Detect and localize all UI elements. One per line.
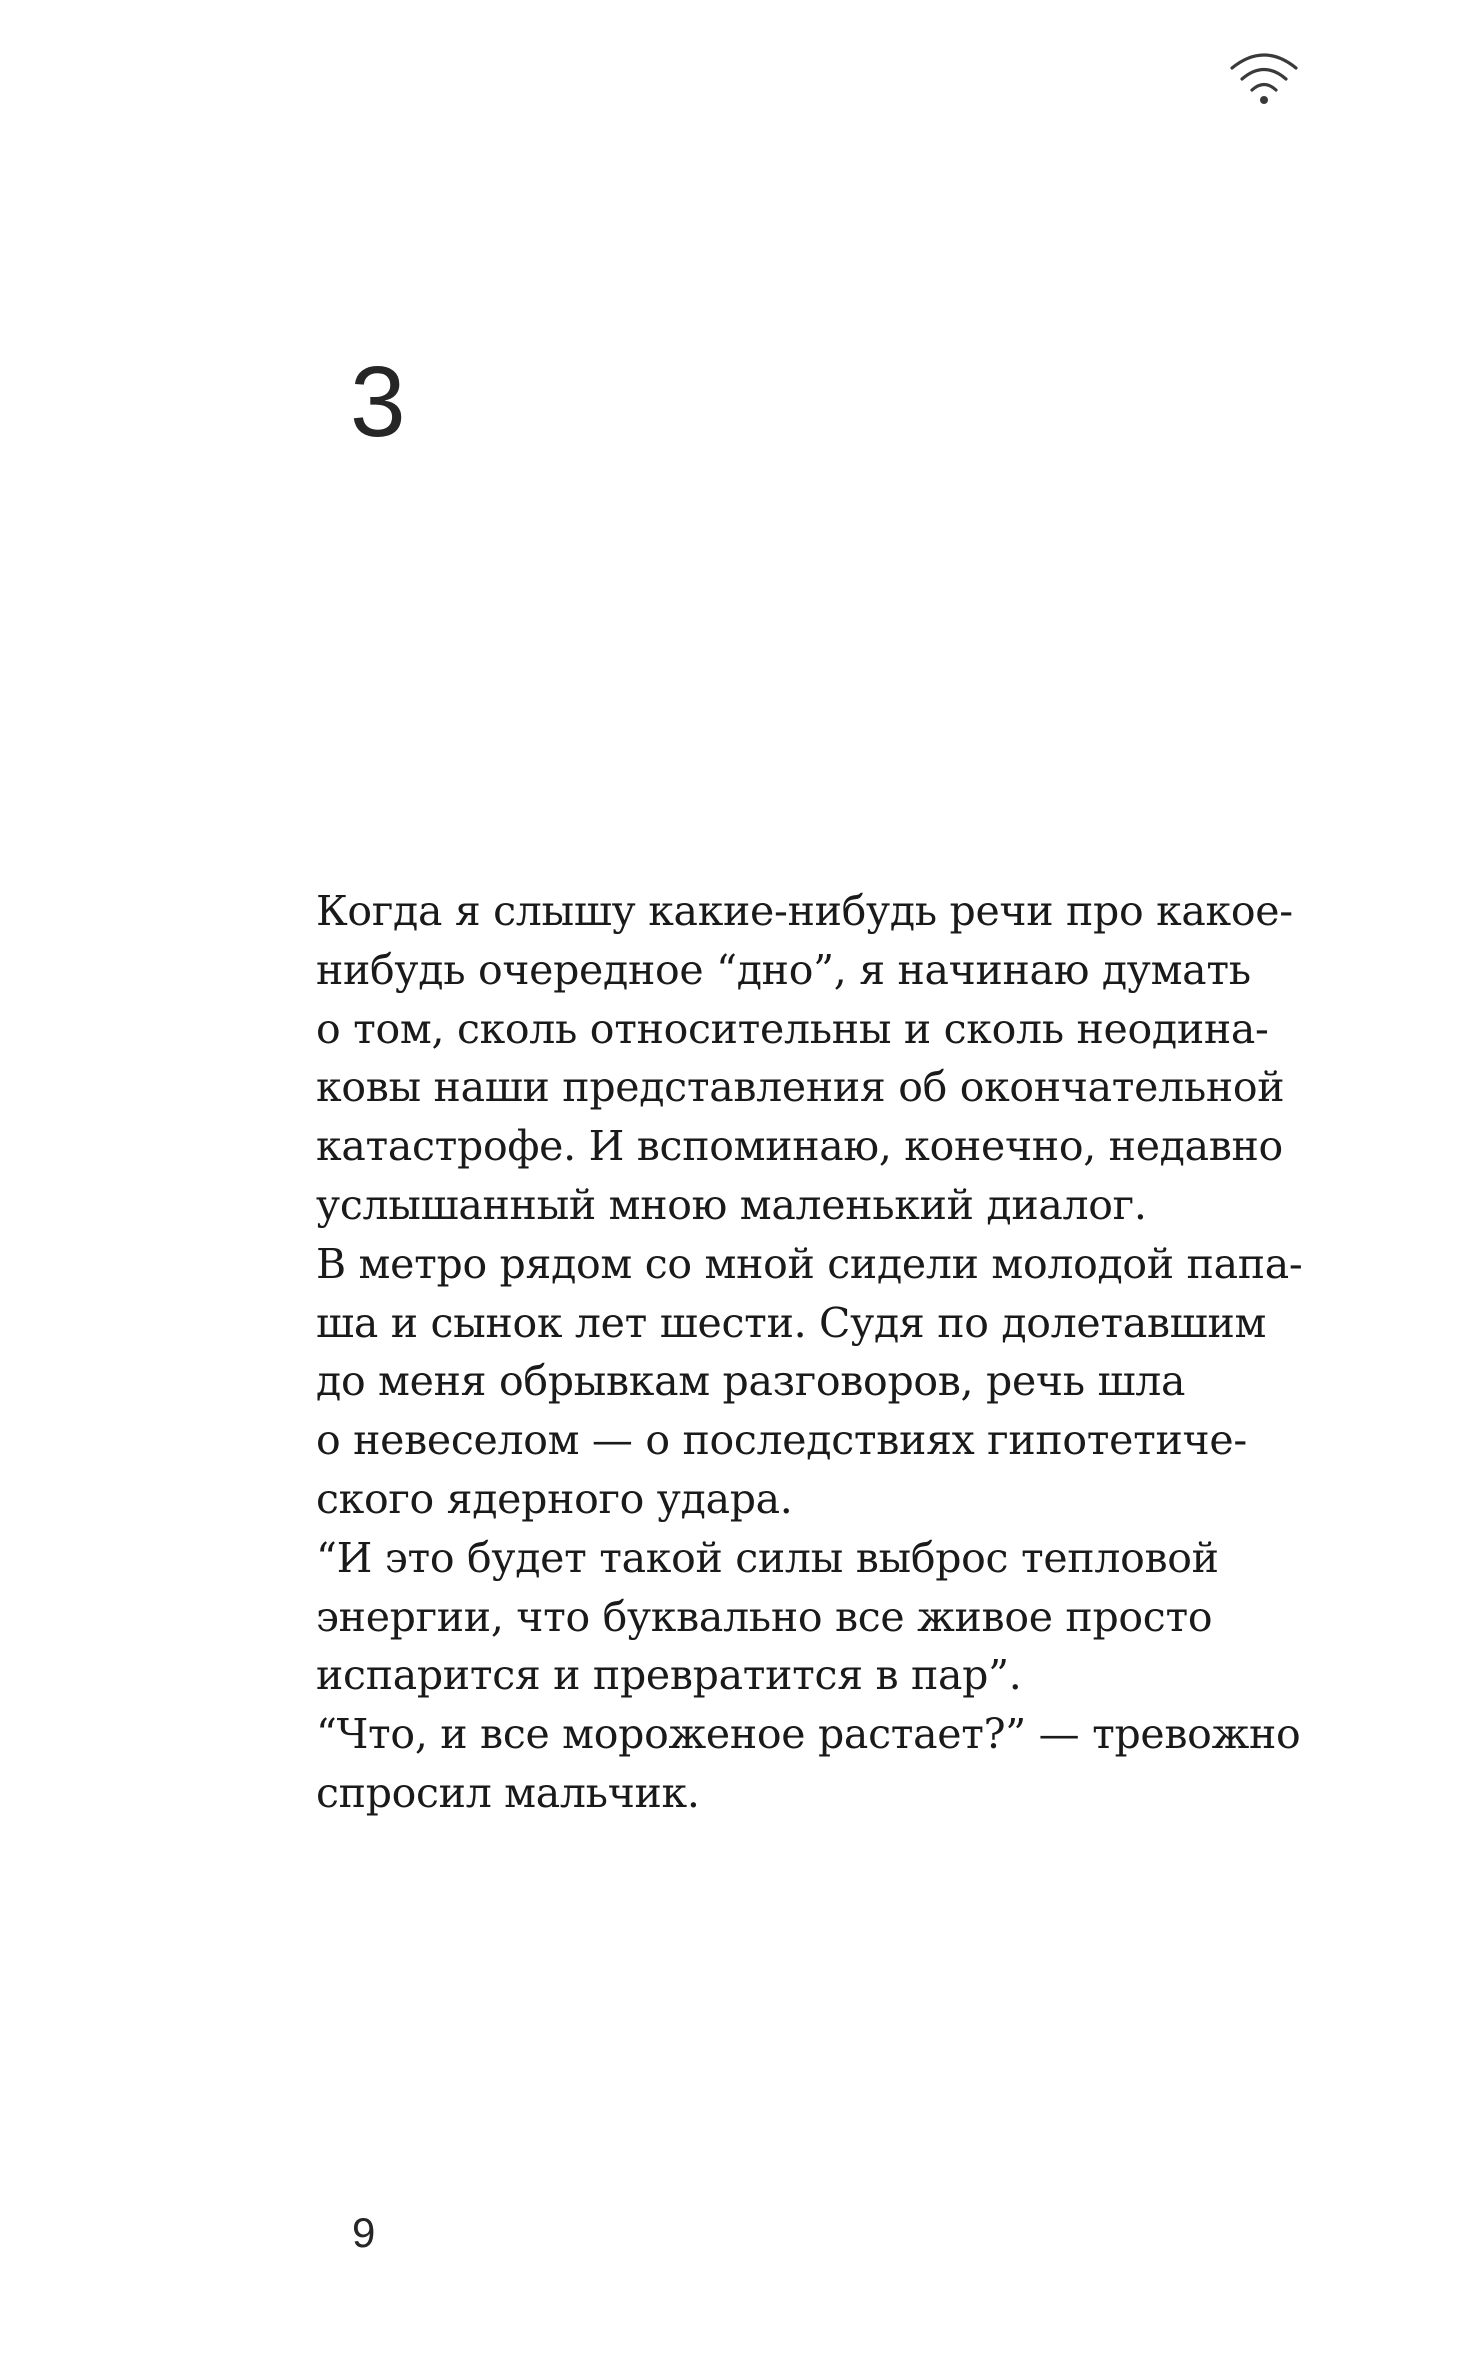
paragraph	[316, 882, 1316, 1235]
chapter-number: 3	[350, 346, 406, 458]
body-text	[316, 882, 1316, 1823]
page-number: 9	[352, 2209, 376, 2256]
paragraph	[316, 1705, 1316, 1823]
text-line: испарится и превратится в пар”.	[316, 1651, 1022, 1700]
text-line: ского ядерного удара.	[316, 1474, 793, 1523]
text-line: нибудь очередное “дно”, я начинаю думать	[316, 945, 1251, 994]
text-line: “И это будет такой силы выброс тепловой	[316, 1533, 1219, 1582]
paragraph	[316, 1235, 1316, 1529]
text-line: услышанный мною маленький диалог.	[316, 1180, 1147, 1229]
text-line: Когда я слышу какие-нибудь речи про какое-	[316, 887, 1293, 935]
wifi-icon	[1228, 48, 1300, 106]
text-line: катастрофе. И вспоминаю, конечно, недавно	[316, 1122, 1283, 1171]
text-line: до меня обрывкам разговоров, речь шла	[316, 1357, 1186, 1406]
text-line: ша и сынок лет шести. Судя по долетавшим	[316, 1298, 1267, 1347]
text-line: ковы наши представления об окончательной	[316, 1063, 1285, 1112]
text-line: В метро рядом со мной сидели молодой папа-	[316, 1239, 1303, 1288]
text-line: о невеселом — о последствиях гипотетиче-	[316, 1416, 1247, 1465]
text-line: энергии, что буквально все живое просто	[316, 1592, 1213, 1641]
text-line: спросил мальчик.	[316, 1768, 700, 1817]
text-line: о том, сколь относительны и сколь неодина-	[316, 1004, 1269, 1053]
paragraph	[316, 1529, 1316, 1705]
text-line: “Что, и все мороженое растает?” — тревожно	[316, 1710, 1301, 1759]
